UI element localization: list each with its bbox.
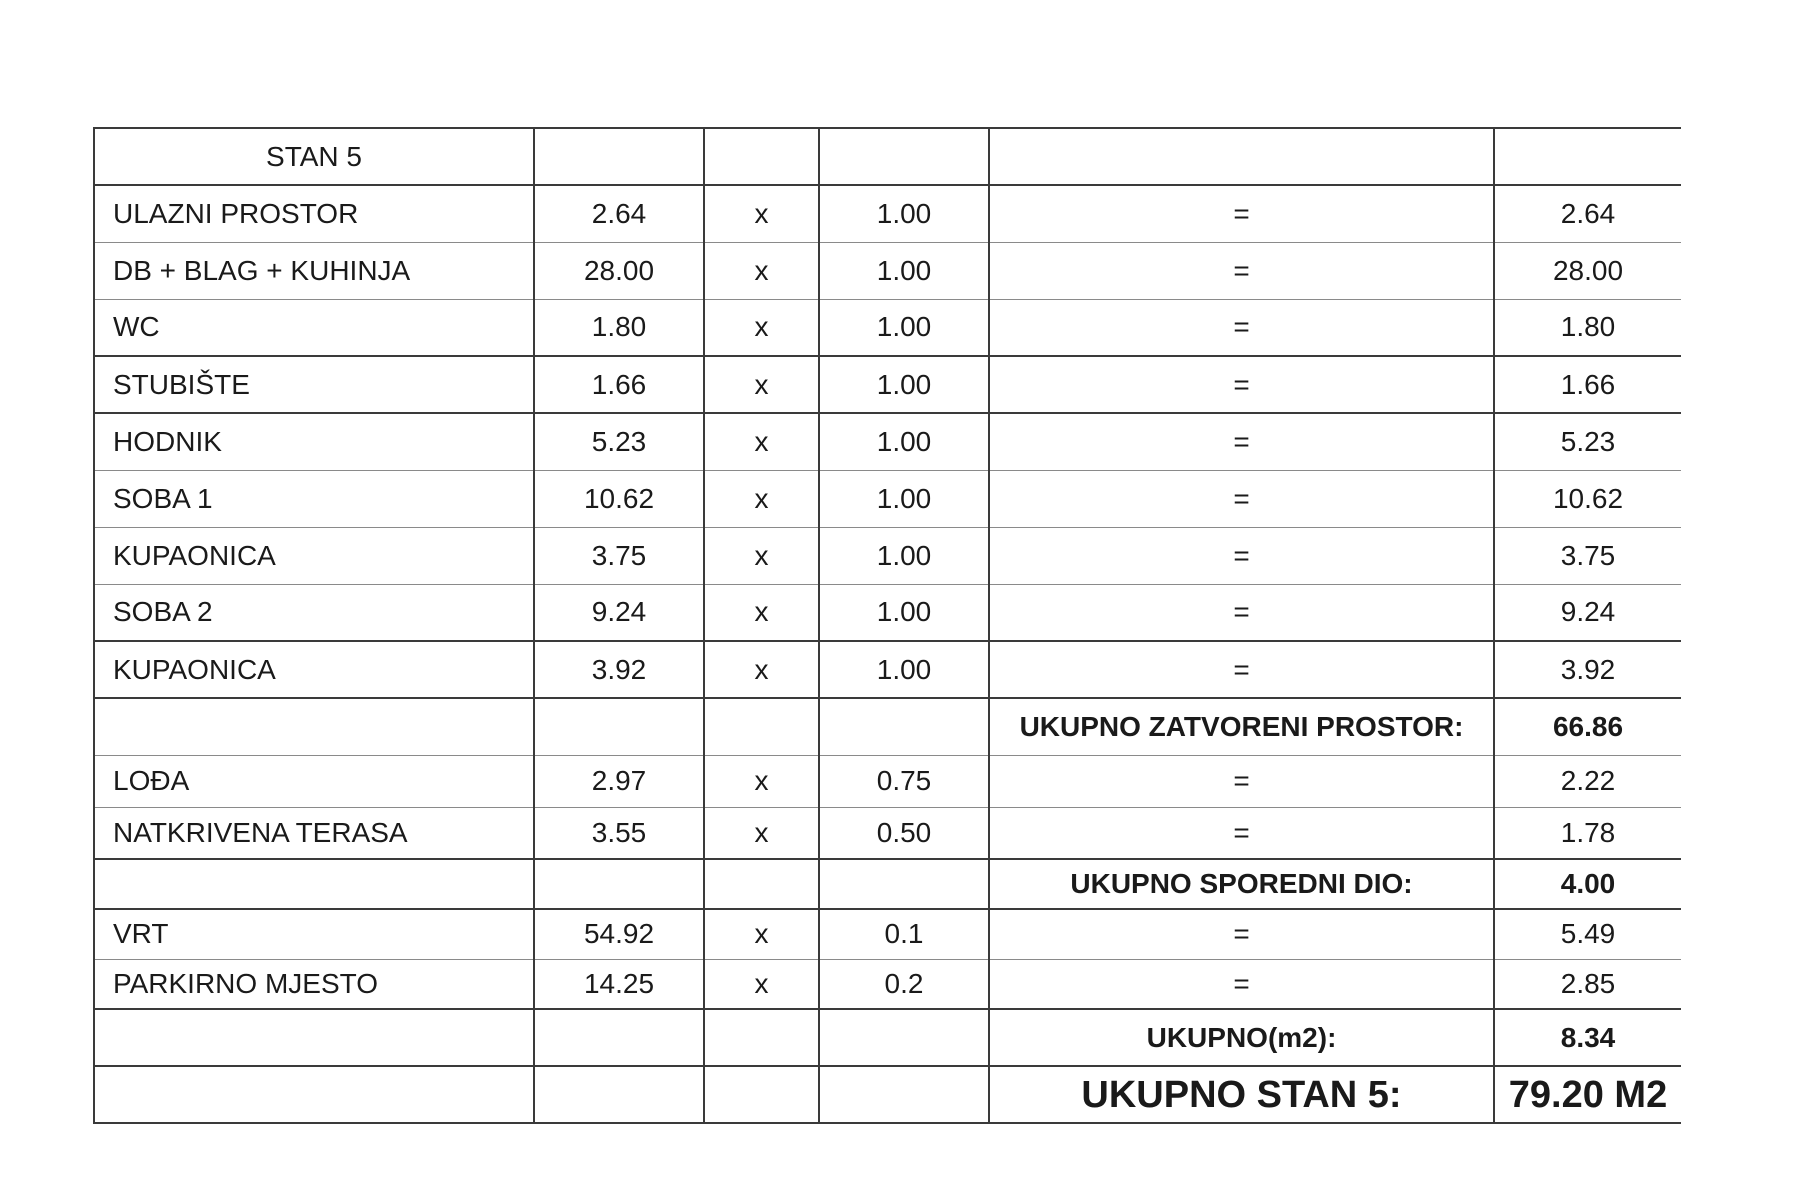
grand-total-label: UKUPNO STAN 5: xyxy=(989,1066,1494,1123)
room-coefficient: 1.00 xyxy=(819,185,989,242)
room-name: VRT xyxy=(94,909,534,959)
room-name: NATKRIVENA TERASA xyxy=(94,807,534,859)
room-result: 3.92 xyxy=(1494,641,1681,698)
multiply-sign: x xyxy=(704,527,819,584)
room-name: KUPAONICA xyxy=(94,527,534,584)
equals-sign: = xyxy=(989,641,1494,698)
empty-cell xyxy=(704,859,819,909)
room-coefficient: 0.2 xyxy=(819,959,989,1009)
empty-cell xyxy=(534,698,704,755)
room-coefficient: 1.00 xyxy=(819,413,989,470)
room-coefficient: 1.00 xyxy=(819,242,989,299)
multiply-sign: x xyxy=(704,299,819,356)
empty-cell xyxy=(94,859,534,909)
room-result: 1.80 xyxy=(1494,299,1681,356)
equals-sign: = xyxy=(989,807,1494,859)
table-row xyxy=(94,755,1681,807)
room-result: 28.00 xyxy=(1494,242,1681,299)
multiply-sign: x xyxy=(704,242,819,299)
room-coefficient: 1.00 xyxy=(819,584,989,641)
room-name: STUBIŠTE xyxy=(94,356,534,413)
room-area: 2.64 xyxy=(534,185,704,242)
multiply-sign: x xyxy=(704,807,819,859)
table-row xyxy=(94,356,1681,413)
multiply-sign: x xyxy=(704,413,819,470)
equals-sign: = xyxy=(989,356,1494,413)
table-title: STAN 5 xyxy=(94,128,534,185)
empty-cell xyxy=(94,1009,534,1066)
table-row xyxy=(94,242,1681,299)
equals-sign: = xyxy=(989,959,1494,1009)
empty-cell xyxy=(819,859,989,909)
empty-cell xyxy=(534,1066,704,1123)
room-area: 2.97 xyxy=(534,755,704,807)
room-name: HODNIK xyxy=(94,413,534,470)
multiply-sign: x xyxy=(704,755,819,807)
empty-cell xyxy=(94,698,534,755)
room-name: SOBA 1 xyxy=(94,470,534,527)
room-name: KUPAONICA xyxy=(94,641,534,698)
equals-sign: = xyxy=(989,755,1494,807)
multiply-sign: x xyxy=(704,584,819,641)
room-area: 9.24 xyxy=(534,584,704,641)
room-area: 5.23 xyxy=(534,413,704,470)
equals-sign: = xyxy=(989,584,1494,641)
room-name: SOBA 2 xyxy=(94,584,534,641)
equals-sign: = xyxy=(989,909,1494,959)
empty-cell xyxy=(704,1066,819,1123)
empty-cell xyxy=(819,1009,989,1066)
table-row xyxy=(94,470,1681,527)
empty-cell xyxy=(704,1009,819,1066)
room-coefficient: 1.00 xyxy=(819,470,989,527)
room-area: 10.62 xyxy=(534,470,704,527)
room-result: 2.85 xyxy=(1494,959,1681,1009)
room-coefficient: 1.00 xyxy=(819,527,989,584)
room-coefficient: 0.1 xyxy=(819,909,989,959)
secondary-total-label: UKUPNO SPOREDNI DIO: xyxy=(989,859,1494,909)
room-area: 54.92 xyxy=(534,909,704,959)
room-area: 3.75 xyxy=(534,527,704,584)
room-result: 2.22 xyxy=(1494,755,1681,807)
table-row xyxy=(94,641,1681,698)
multiply-sign: x xyxy=(704,356,819,413)
subtotal-row xyxy=(94,859,1681,909)
multiply-sign: x xyxy=(704,641,819,698)
equals-sign: = xyxy=(989,299,1494,356)
equals-sign: = xyxy=(989,413,1494,470)
room-result: 3.75 xyxy=(1494,527,1681,584)
room-coefficient: 1.00 xyxy=(819,356,989,413)
apartment-area-table xyxy=(93,127,1681,1124)
empty-cell xyxy=(704,698,819,755)
empty-cell xyxy=(534,128,704,185)
table-row xyxy=(94,413,1681,470)
empty-cell xyxy=(989,128,1494,185)
empty-cell xyxy=(534,1009,704,1066)
table-row xyxy=(94,527,1681,584)
room-area: 14.25 xyxy=(534,959,704,1009)
table-row xyxy=(94,909,1681,959)
room-result: 1.78 xyxy=(1494,807,1681,859)
room-area: 28.00 xyxy=(534,242,704,299)
room-result: 5.23 xyxy=(1494,413,1681,470)
grand-total-row xyxy=(94,1066,1681,1123)
room-coefficient: 0.50 xyxy=(819,807,989,859)
room-area: 1.66 xyxy=(534,356,704,413)
table-row xyxy=(94,584,1681,641)
room-result: 5.49 xyxy=(1494,909,1681,959)
room-result: 1.66 xyxy=(1494,356,1681,413)
room-result: 10.62 xyxy=(1494,470,1681,527)
room-area: 1.80 xyxy=(534,299,704,356)
table-row xyxy=(94,185,1681,242)
grand-total-value: 79.20 M2 xyxy=(1494,1066,1681,1123)
empty-cell xyxy=(819,698,989,755)
secondary-total-value: 4.00 xyxy=(1494,859,1681,909)
subtotal-row xyxy=(94,1009,1681,1066)
room-area: 3.92 xyxy=(534,641,704,698)
table-header-row xyxy=(94,128,1681,185)
room-name: DB + BLAG + KUHINJA xyxy=(94,242,534,299)
room-name: LOĐA xyxy=(94,755,534,807)
outdoor-total-label: UKUPNO(m2): xyxy=(989,1009,1494,1066)
multiply-sign: x xyxy=(704,470,819,527)
multiply-sign: x xyxy=(704,909,819,959)
equals-sign: = xyxy=(989,470,1494,527)
empty-cell xyxy=(94,1066,534,1123)
table-row xyxy=(94,807,1681,859)
empty-cell xyxy=(1494,128,1681,185)
room-coefficient: 1.00 xyxy=(819,299,989,356)
multiply-sign: x xyxy=(704,959,819,1009)
room-area: 3.55 xyxy=(534,807,704,859)
room-result: 9.24 xyxy=(1494,584,1681,641)
closed-total-value: 66.86 xyxy=(1494,698,1681,755)
equals-sign: = xyxy=(989,527,1494,584)
table-row xyxy=(94,959,1681,1009)
room-coefficient: 1.00 xyxy=(819,641,989,698)
room-name: ULAZNI PROSTOR xyxy=(94,185,534,242)
empty-cell xyxy=(819,128,989,185)
outdoor-total-value: 8.34 xyxy=(1494,1009,1681,1066)
empty-cell xyxy=(534,859,704,909)
empty-cell xyxy=(819,1066,989,1123)
closed-total-label: UKUPNO ZATVORENI PROSTOR: xyxy=(989,698,1494,755)
table-row xyxy=(94,299,1681,356)
equals-sign: = xyxy=(989,185,1494,242)
room-result: 2.64 xyxy=(1494,185,1681,242)
subtotal-row xyxy=(94,698,1681,755)
room-name: PARKIRNO MJESTO xyxy=(94,959,534,1009)
room-coefficient: 0.75 xyxy=(819,755,989,807)
equals-sign: = xyxy=(989,242,1494,299)
multiply-sign: x xyxy=(704,185,819,242)
empty-cell xyxy=(704,128,819,185)
room-name: WC xyxy=(94,299,534,356)
